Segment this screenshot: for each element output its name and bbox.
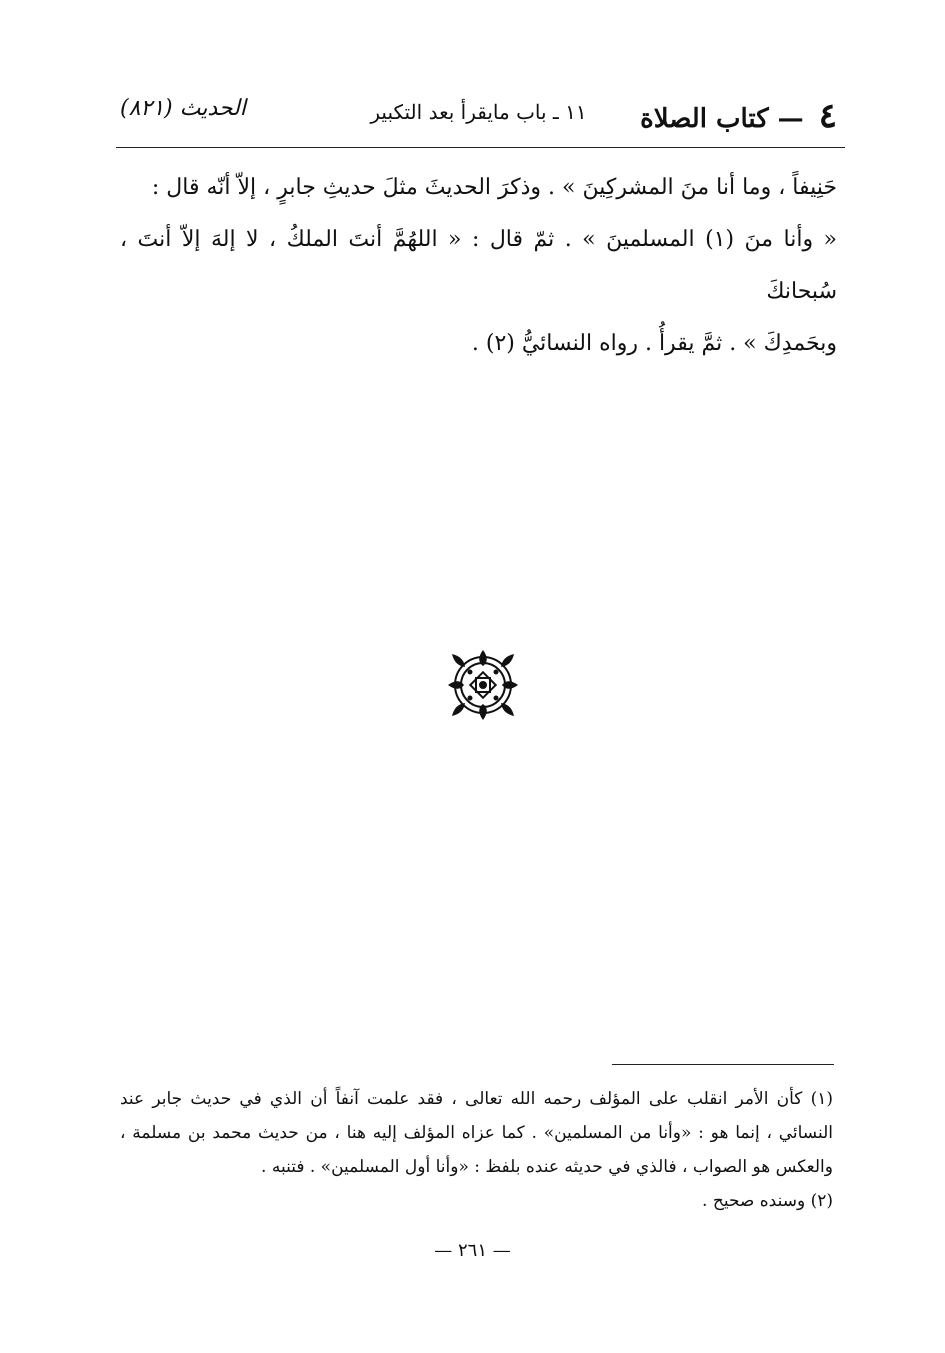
main-text-line: حَنِيفاً ، وما أنا منَ المشركِينَ » . وذكرَ الحديثَ مثلَ حديثِ جابرٍ ، إلاّ أنّه قال : — [151, 175, 837, 200]
chapter-title: ١١ ـ باب مايقرأ بعد التكبير — [370, 100, 587, 124]
footnote-1: (١) كأن الأمر انقلب على المؤلف رحمه الله تعالى ، فقد علمت آنفاً أن الذي في حديث جابر عند النسائي ، إنما هو : «وأنا من المسلمين» . كما عزاه المؤلف إليه هنا ، من حديث محمد بن مسلمة ، والعكس هو الصواب ، فالذي في حديثه عنده بلفظ : «وأنا أول المسلمين» . فتنبه . — [120, 1089, 833, 1177]
main-text — [120, 162, 837, 370]
running-header — [120, 92, 837, 140]
page-number: — ٢٦١ — — [434, 1240, 511, 1261]
footnote-rule — [612, 1064, 834, 1065]
book-title-text: — كتاب الصلاة — [640, 104, 804, 134]
footnote-2: (٢) وسنده صحيح . — [702, 1191, 833, 1211]
header-rule — [116, 147, 845, 148]
footnotes — [120, 1082, 833, 1218]
main-text-line: وبحَمدِكَ » . ثمَّ يقرأُ . رواه النسائيُّ (٢) . — [471, 331, 837, 356]
book-number: ٤ — [818, 96, 837, 136]
decorative-ornament — [446, 648, 520, 722]
main-text-line: « وأنا منَ (١) المسلمينَ » . ثمّ قال : « اللهُمَّ أنتَ الملكُ ، لا إلهَ إلاّ أنتَ ، سُبحانكَ — [120, 227, 837, 304]
hadith-reference: الحديث (٨٢١) — [120, 96, 246, 121]
